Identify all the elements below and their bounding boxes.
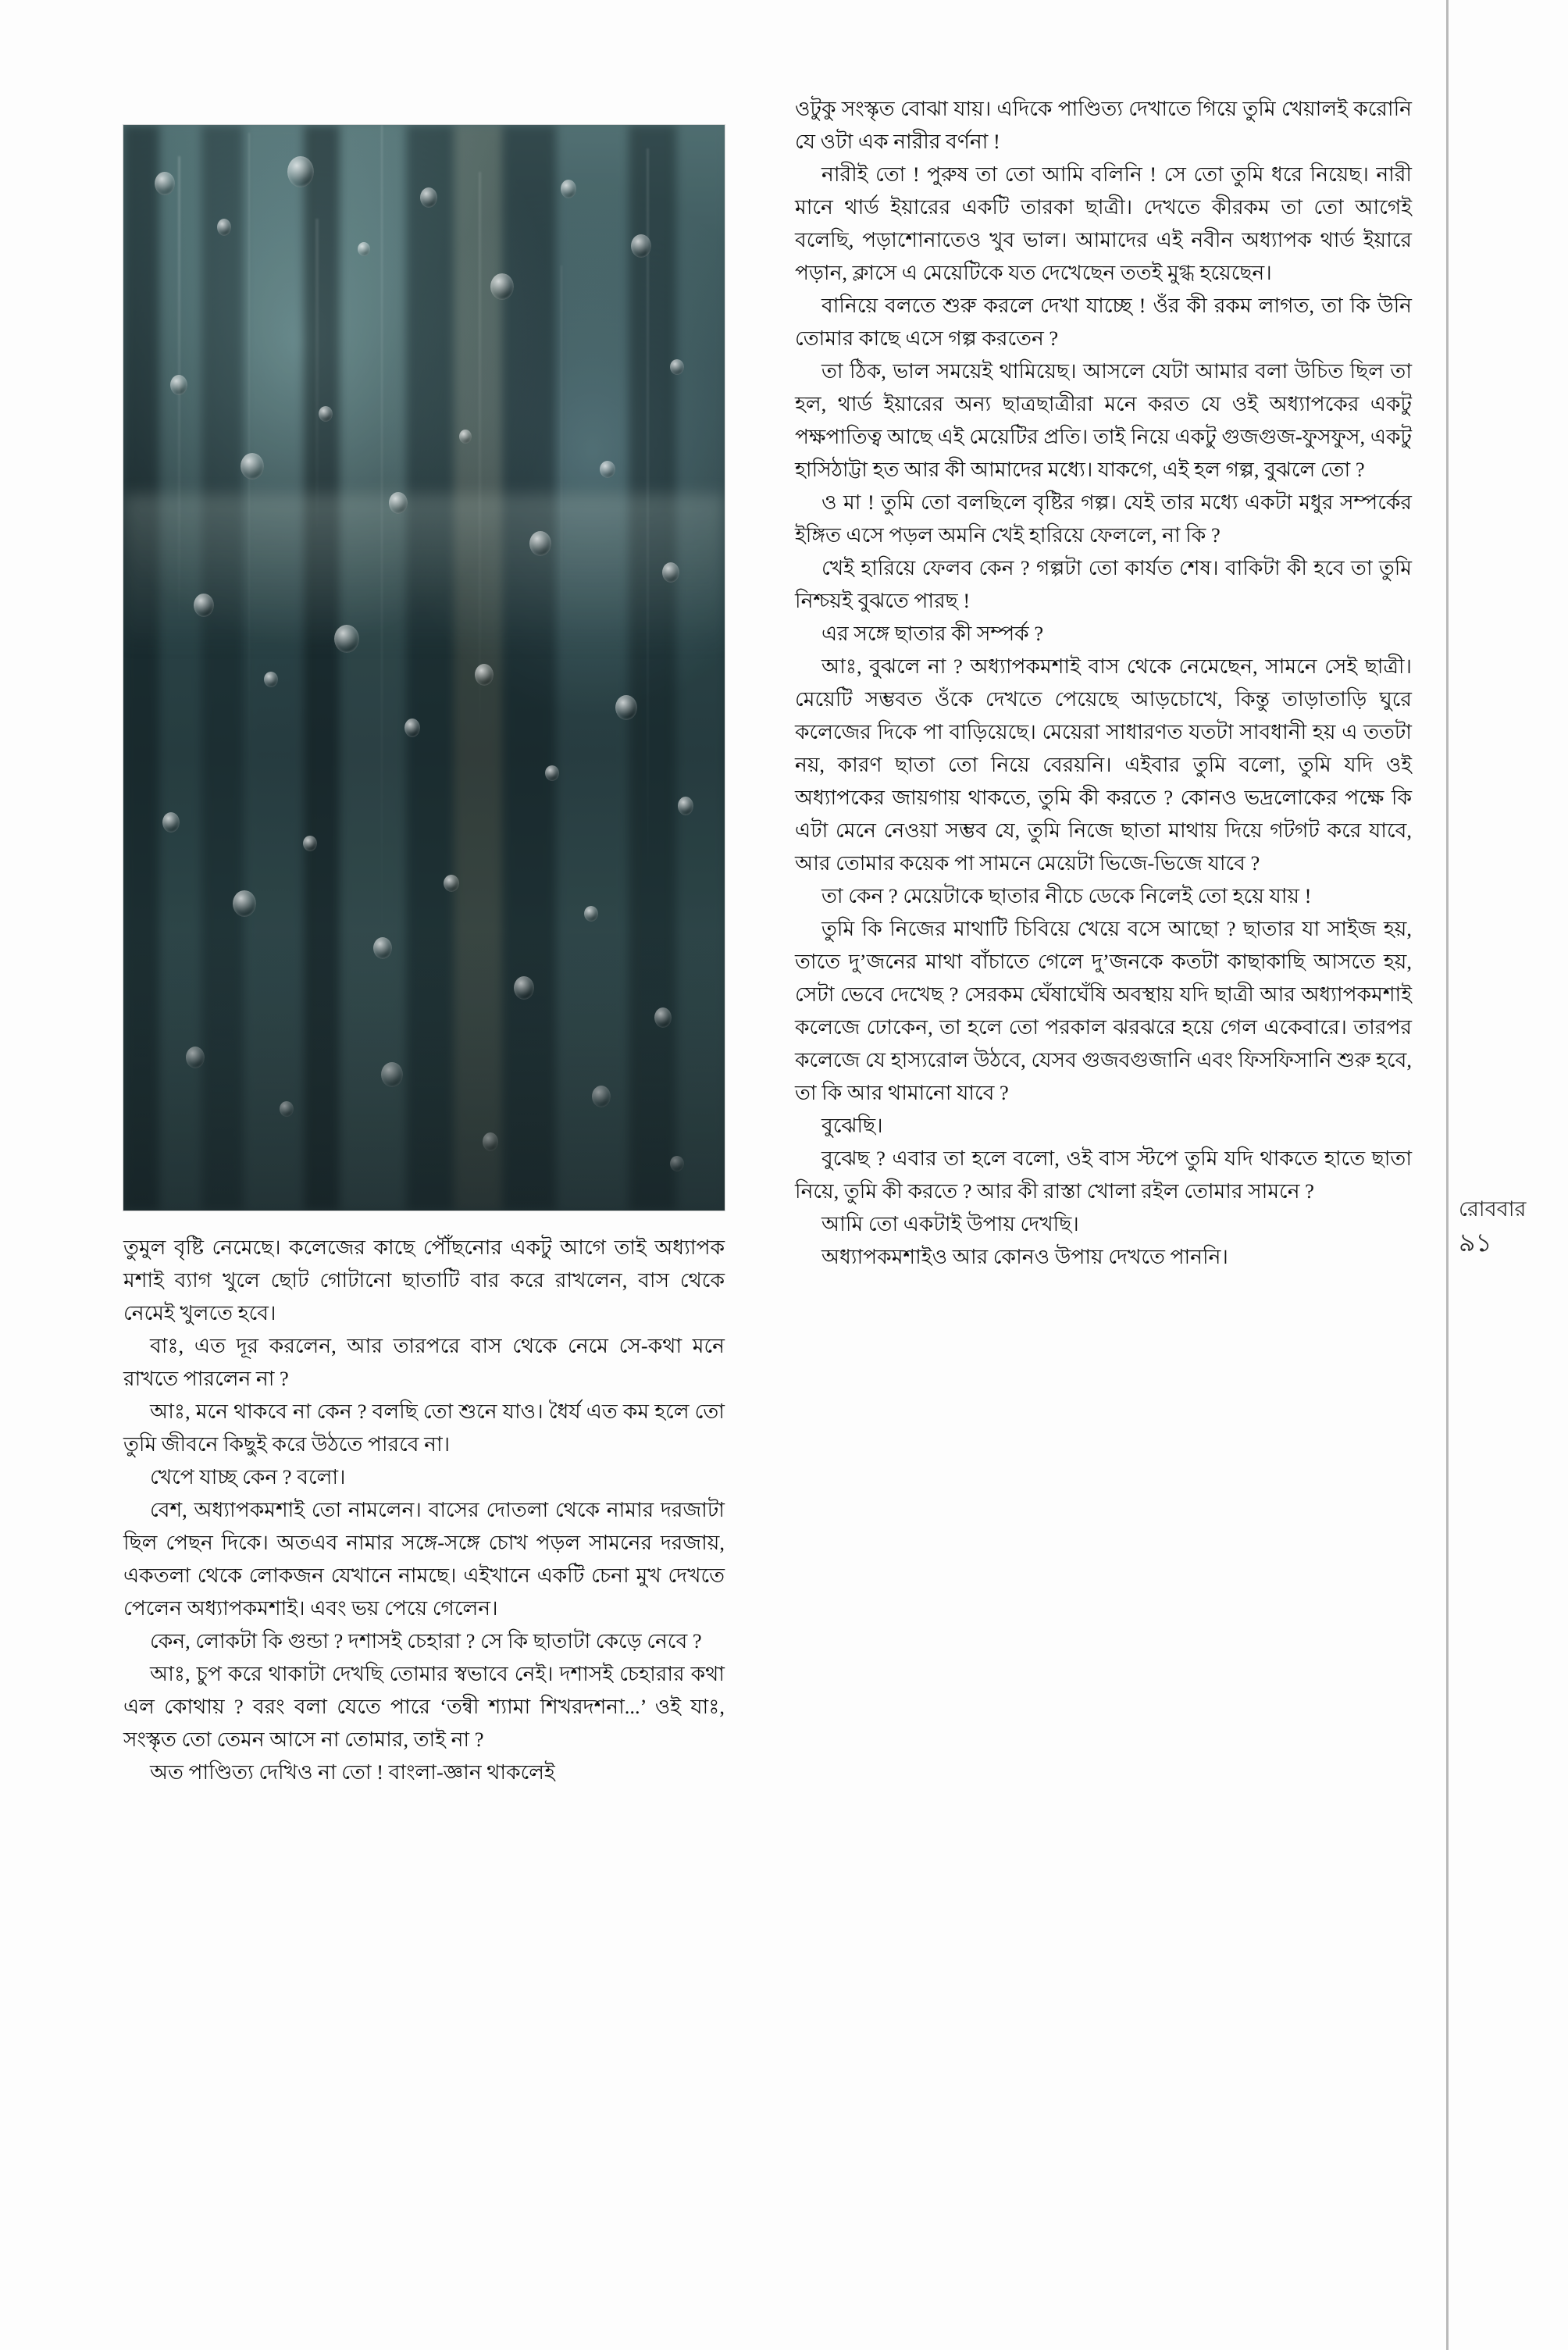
paragraph: বুঝেছ ? এবার তা হলে বলো, ওই বাস স্টপে তুমি যদি থাকতে হাতে ছাতা নিয়ে, তুমি কী করতে ? আর কী রাস্তা খোলা রইল তোমার সামনে ? (795, 1146, 1412, 1203)
paragraph: খেপে যাচ্ছ কেন ? বলো। (150, 1465, 346, 1489)
paragraph: তা ঠিক, ভাল সময়েই থামিয়েছ। আসলে যেটা আমার বলা উচিত ছিল তা হল, থার্ড ইয়ারের অন্য ছাত্রছাত্রীরা মনে করত যে ওই অধ্যাপকের একটু পক্ষপাতিত্ব আছে এই মেয়েটির প্রতি। তাই নিয়ে একটু গুজগুজ-ফুসফুস, একটু হাসিঠাট্টা হত আর কী আমাদের মধ্যে। যাকগে, এই হল গল্প, বুঝলে তো ? (795, 359, 1412, 481)
paragraph: বুঝেছি। (821, 1114, 883, 1137)
paragraph: নারীই তো ! পুরুষ তা তো আমি বলিনি ! সে তো তুমি ধরে নিয়েছ। নারী মানে থার্ড ইয়ারের একটি তারকা ছাত্রী। দেখতে কীরকম তা তো আগেই বলেছি, পড়াশোনাতেও খুব ভাল। আমাদের এই নবীন অধ্যাপক থার্ড ইয়ারে পড়ান, ক্লাসে এ মেয়েটিকে যত দেখেছেন ততই মুগ্ধ হয়েছেন। (795, 162, 1412, 284)
paragraph: অধ্যাপকমশাইও আর কোনও উপায় দেখতে পাননি। (821, 1245, 1228, 1268)
paragraph: খেই হারিয়ে ফেলব কেন ? গল্পটা তো কার্যত শেষ। বাকিটা কী হবে তা তুমি নিশ্চয়ই বুঝতে পারছ ! (795, 556, 1412, 612)
paragraph: আঃ, চুপ করে থাকাটা দেখছি তোমার স্বভাবে নেই। দশাসই চেহারার কথা এল কোথায় ? বরং বলা যেতে পারে ‘তন্বী শ্যামা শিখরদশনা...’ ওই যাঃ, সংস্কৃত তো তেমন আসে না তোমার, তাই না ? (123, 1662, 725, 1751)
paragraph: বাঃ, এত দূর করলেন, আর তারপরে বাস থেকে নেমে সে-কথা মনে রাখতে পারলেন না ? (123, 1334, 725, 1390)
paragraph: তুমুল বৃষ্টি নেমেছে। কলেজের কাছে পৌঁছনোর একটু আগে তাই অধ্যাপক মশাই ব্যাগ খুলে ছোট গোটানো ছাতাটি বার করে রাখলেন, বাস থেকে নেমেই খুলতে হবে। (123, 1236, 725, 1325)
left-column (123, 125, 725, 1788)
paragraph: কেন, লোকটা কি গুন্ডা ? দশাসই চেহারা ? সে কি ছাতাটা কেড়ে নেবে ? (150, 1629, 702, 1653)
paragraph: তুমি কি নিজের মাথাটি চিবিয়ে খেয়ে বসে আছো ? ছাতার যা সাইজ হয়, তাতে দু’জনের মাথা বাঁচাতে গেলে দু’জনকে কতটা কাছাকাছি আসতে হয়, সেটা ভেবে দেখেছ ? সেরকম ঘেঁষাঘেঁষি অবস্থায় যদি ছাত্রী আর অধ্যাপকমশাই কলেজে ঢোকেন, তা হলে তো পরকাল ঝরঝরে হয়ে গেল একেবারে। তারপর কলেজে যে হাস্যরোল উঠবে, যেসব গুজবগুজানি এবং ফিসফিসানি শুরু হবে, তা কি আর থামানো যাবে ? (795, 917, 1412, 1104)
paragraph: ওটুকু সংস্কৃত বোঝা যায়। এদিকে পাণ্ডিত্য দেখাতে গিয়ে তুমি খেয়ালই করোনি যে ওটা এক নারীর বর্ণনা ! (795, 97, 1412, 153)
paragraph: এর সঙ্গে ছাতার কী সম্পর্ক ? (821, 622, 1044, 645)
photo-bottom-shadow (123, 929, 725, 1211)
paragraph: বানিয়ে বলতে শুরু করলে দেখা যাচ্ছে ! ওঁর কী রকম লাগত, তা কি উনি তোমার কাছে এসে গল্প করতেন ? (795, 294, 1412, 350)
running-head (1459, 1195, 1568, 1261)
paragraph: আঃ, মনে থাকবে না কেন ? বলছি তো শুনে যাও। ধৈর্য এত কম হলে তো তুমি জীবনে কিছুই করে উঠতে পারবে না। (123, 1400, 725, 1456)
right-column-text (795, 92, 1412, 1273)
paragraph: অত পাণ্ডিত্য দেখিও না তো ! বাংলা-জ্ঞান থাকলেই (150, 1760, 555, 1784)
paragraph: আঃ, বুঝলে না ? অধ্যাপকমশাই বাস থেকে নেমেছেন, সামনে সেই ছাত্রী। মেয়েটি সম্ভবত ওঁকে দেখতে পেয়েছে আড়চোখে, কিন্তু তাড়াতাড়ি ঘুরে কলেজের দিকে পা বাড়িয়েছে। মেয়েরা সাধারণত যতটা সাবধানী হয় এ ততটা নয়, কারণ ছাতা তো নিয়ে বেরয়নি। এইবার তুমি বলো, তুমি যদি ওই অধ্যাপকের জায়গায় থাকতে, তুমি কী করতে ? কোনও ভদ্রলোকের পক্ষে কি এটা মেনে নেওয়া সম্ভব যে, তুমি নিজে ছাতা মাথায় দিয়ে গটগট করে যাবে, আর তোমার কয়েক পা সামনে মেয়েটা ভিজে-ভিজে যাবে ? (795, 654, 1412, 875)
publication-name: রোববার (1459, 1197, 1527, 1221)
right-column (795, 92, 1412, 1273)
page-number: ৯১ (1459, 1229, 1492, 1258)
paragraph: বেশ, অধ্যাপকমশাই তো নামলেন। বাসের দোতলা থেকে নামার দরজাটা ছিল পেছন দিকে। অতএব নামার সঙ্গে-সঙ্গে চোখ পড়ল সামনের দরজায়, একতলা থেকে লোকজন যেখানে নামছে। এইখানে একটি চেনা মুখ দেখতে পেলেন অধ্যাপকমশাই। এবং ভয় পেয়ে গেলেন। (123, 1498, 725, 1620)
margin-divider (1446, 0, 1449, 2350)
paragraph: তা কেন ? মেয়েটাকে ছাতার নীচে ডেকে নিলেই তো হয়ে যায় ! (821, 884, 1312, 908)
paragraph: আমি তো একটাই উপায় দেখছি। (821, 1212, 1079, 1236)
left-column-text (123, 1231, 725, 1788)
rain-on-window-photo (123, 125, 725, 1211)
paragraph: ও মা ! তুমি তো বলছিলে বৃষ্টির গল্প। যেই তার মধ্যে একটা মধুর সম্পর্কের ইঙ্গিত এসে পড়ল অমনি খেই হারিয়ে ফেললে, না কি ? (795, 490, 1412, 547)
